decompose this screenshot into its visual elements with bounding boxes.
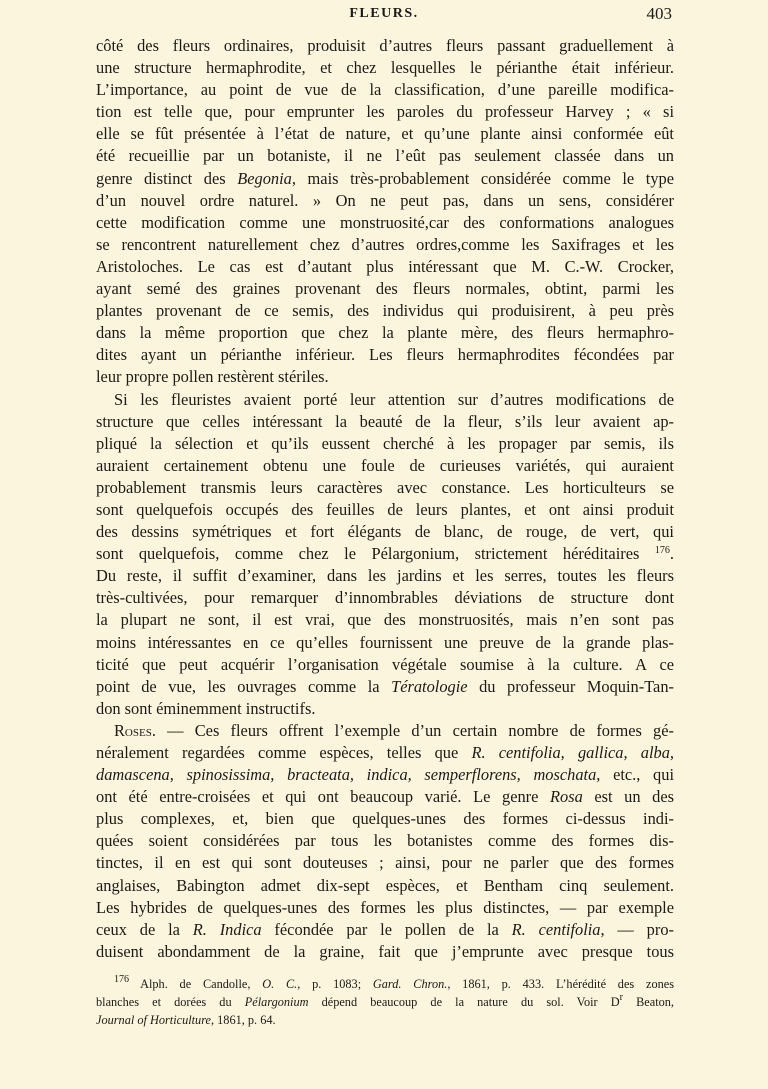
text-run: ayant semé des graines provenant des fleurs normales, obtint, parmi les [96, 279, 674, 299]
superscript: r [619, 992, 623, 1003]
italic-species: R. centifolia [511, 919, 601, 939]
text-run: dans la même proportion que chez la plante mère, des fleurs hermaphro- [96, 323, 674, 343]
text-run: plus complexes, et, bien que quelques-unes des formes ci-dessus indi- [96, 809, 674, 829]
text-run: , mais très-probablement considérée comme le type [291, 168, 674, 188]
text-line [96, 543, 674, 565]
text-run: . — Ces fleurs offrent l’exemple d’un certain nombre de formes gé- [151, 720, 674, 740]
text-run: la plupart ne sont, il est vrai, que des monstruosités, mais n’en sont pas [96, 610, 674, 630]
text-run: ont été entre-croisées et qui ont beaucoup varié. Le genre [96, 787, 550, 807]
text-run: se rencontrent naturellement chez d’autres ordres,comme les Saxifrages et les [96, 234, 674, 254]
text-line [96, 875, 674, 897]
text-line [96, 521, 674, 543]
text-run: une structure hermaphrodite, et chez lesquelles le périanthe était inférieur. [96, 58, 674, 78]
text-line [96, 609, 674, 631]
page-number: 403 [646, 4, 672, 23]
text-run: néralement regardées comme espèces, telles que [96, 743, 472, 762]
text-run: , 1861, p. 433. L’hérédité des zones [447, 977, 674, 991]
text-run: auraient certainement obtenu une foule de curieuses variétés, qui auraient [96, 455, 674, 475]
text-line [96, 278, 674, 300]
text-line [96, 35, 674, 57]
text-line [96, 919, 674, 941]
text-run: ceux de la [96, 919, 193, 939]
text-line [96, 897, 674, 919]
text-run: Beaton, [622, 995, 674, 1009]
text-run: structure que celles intéressant la beauté de la fleur, s’ils leur avaient ap- [96, 411, 674, 431]
text-run: quées soient considérées par tous les botanistes comme des formes dis- [96, 831, 674, 851]
italic-genus: Begonia [237, 168, 292, 188]
text-line [96, 433, 674, 455]
text-line [96, 786, 674, 808]
italic-citation: Gard. Chron. [372, 977, 448, 991]
text-line [96, 477, 674, 499]
text-run: L’importance, au point de vue de la classification, d’une pareille modifica- [96, 80, 674, 100]
italic-species: R. Indica [192, 919, 262, 939]
text-run: , 1861, p. 64. [211, 1013, 276, 1027]
italic-species: R. centifolia, gallica, alba, [471, 743, 675, 762]
text-line [96, 366, 674, 388]
footnote-line [96, 975, 674, 993]
text-line [96, 742, 674, 764]
text-run: elle se fût présentée à l’état de nature, et qu’une plante ainsi conformée eût [96, 124, 674, 144]
text-run: dites ayant un périanthe inférieur. Les fleurs hermaphrodites fécondées par [96, 345, 674, 365]
text-run: d’un nouvel ordre naturel. » On ne peut pas, dans un sens, considérer [96, 190, 674, 210]
footnote-number: 176 [114, 974, 129, 985]
text-run: très-cultivées, pour remarquer d’innombrables déviations de structure dont [96, 588, 674, 608]
italic-genus: Rosa [549, 787, 583, 807]
italic-citation: O. C. [262, 977, 298, 991]
text-run: genre distinct des [96, 168, 238, 188]
body-text [96, 35, 674, 963]
italic-species: damascena, spinosissima, bracteata, indica, semperflorens, moschata [96, 765, 597, 785]
text-run: leur propre pollen restèrent stériles. [96, 367, 329, 387]
text-line [96, 234, 674, 256]
text-run: Aristoloches. Le cas est d’autant plus intéressant que M. C.-W. Crocker, [96, 256, 674, 276]
text-line [96, 168, 674, 190]
text-run: tion est telle que, pour emprunter les paroles du professeur Harvey ; « si [96, 102, 674, 122]
text-line [96, 123, 674, 145]
text-line [96, 830, 674, 852]
text-run: cette modification comme une monstruosité,car des conformations analogues [96, 212, 674, 232]
text-run: point de vue, les ouvrages comme la [96, 676, 392, 696]
footnote-line [96, 993, 674, 1011]
text-run: don sont éminemment instructifs. [96, 698, 316, 718]
text-line [96, 190, 674, 212]
text-run: sont quelquefois, comme chez le Pélargonium, strictement héréditaires [96, 544, 655, 564]
text-line [96, 256, 674, 278]
text-line [96, 145, 674, 167]
text-line [96, 212, 674, 234]
text-run: Alph. de Candolle, [129, 977, 263, 991]
text-run: dépend beaucoup de la nature du sol. Voir D [308, 995, 620, 1009]
text-run: . [669, 544, 674, 564]
text-run: côté des fleurs ordinaires, produisit d’autres fleurs passant graduellement à [96, 36, 674, 55]
text-line [96, 632, 674, 654]
text-run: ticité que peut acquérir l’organisation végétale soumise à la culture. A ce [96, 654, 674, 674]
text-run: sont quelquefois occupés des feuilles de leurs plantes, et ont ainsi produit [96, 499, 674, 519]
text-run: moins intéressantes en ce qu’elles fournissent une preuve de la grande plas- [96, 632, 674, 652]
text-run: duisent abondamment de la graine, fait que j’emprunte avec presque tous [96, 941, 674, 961]
text-line [96, 941, 674, 963]
running-head-title: FLEURS. [349, 6, 419, 21]
text-line [96, 720, 674, 742]
footnote [96, 975, 674, 1029]
text-run: , etc., qui [596, 765, 674, 785]
text-run: pliqué la sélection et qu’ils eussent cherché à les propager par semis, ils [96, 433, 674, 453]
text-run: tinctes, il en est qui sont douteuses ; ainsi, pour ne parler que des formes [96, 853, 674, 873]
text-run: , — pro- [600, 919, 674, 939]
footnote-reference[interactable]: 176 [654, 545, 670, 557]
text-line [96, 389, 674, 411]
text-run: fécondée par le pollen de la [261, 919, 512, 939]
text-line [96, 852, 674, 874]
text-run: des dessins symétriques et fort élégants de blanc, de rouge, de vert, qui [96, 522, 674, 542]
text-line [96, 344, 674, 366]
text-line [96, 698, 674, 720]
text-line [96, 101, 674, 123]
text-line [96, 565, 674, 587]
text-run: Les hybrides de quelques-unes des formes les plus distinctes, — par exemple [96, 897, 674, 917]
text-run: plantes provenant de ce semis, des individus qui produisirent, à peu près [96, 301, 674, 321]
text-run: Du reste, il suffit d’examiner, dans les jardins et les serres, toutes les fleurs [96, 566, 674, 586]
text-line [96, 676, 674, 698]
text-line [96, 79, 674, 101]
text-line [96, 455, 674, 477]
text-line [96, 322, 674, 344]
running-head [96, 6, 672, 28]
italic-title: Tératologie [391, 676, 468, 696]
italic-genus: Pélargonium [244, 995, 309, 1009]
text-line [96, 300, 674, 322]
text-run: Si les fleuristes avaient porté leur attention sur d’autres modifications de [114, 389, 674, 409]
text-line [96, 764, 674, 786]
text-line [96, 587, 674, 609]
text-run: anglaises, Babington admet dix-sept espèces, et Bentham cinq seulement. [96, 875, 674, 895]
text-run: blanches et dorées du [96, 995, 245, 1009]
text-line [96, 654, 674, 676]
footnote-line [96, 1011, 674, 1029]
italic-citation: Journal of Horticulture [96, 1013, 211, 1027]
text-line [96, 57, 674, 79]
text-line [96, 499, 674, 521]
text-run: du professeur Moquin-Tan- [467, 676, 674, 696]
text-line [96, 808, 674, 830]
text-run: , p. 1083; [297, 977, 373, 991]
text-run: probablement transmis leurs caractères avec constance. Les horticulteurs se [96, 477, 674, 497]
section-heading-roses: Roses [114, 720, 152, 740]
text-run: est un des [582, 787, 674, 807]
text-line [96, 411, 674, 433]
text-run: été recueillie par un botaniste, il ne l’eût pas seulement classée dans un [96, 146, 674, 166]
